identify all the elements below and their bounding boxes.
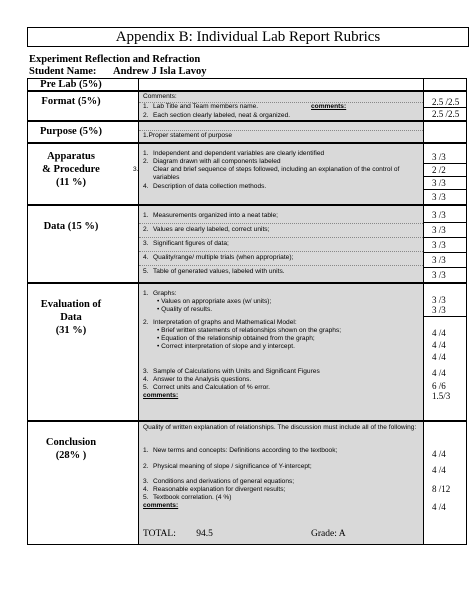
- evaluation-label-line-2: Data: [60, 312, 82, 323]
- section-evaluation: [27, 283, 467, 421]
- score: 3 /3: [432, 270, 446, 280]
- divider: [139, 130, 423, 131]
- purpose-label: Purpose (5%): [28, 122, 115, 142]
- divider: [424, 107, 466, 108]
- format-item-1-text: Lab Title and Team members name.: [153, 103, 259, 110]
- conclusion-label: [28, 422, 115, 544]
- data-gap: [114, 206, 138, 282]
- score: 3 /3: [432, 192, 446, 202]
- score: 4 /4: [432, 352, 446, 362]
- evaluation-item-4: 4. Answer to the Analysis questions.: [143, 376, 252, 383]
- conclusion-gap: [114, 422, 138, 544]
- prelab-gap: [114, 79, 138, 90]
- evaluation-item-2-sub-1: • Brief written statements of relationships shown on the graphs;: [157, 327, 342, 334]
- conclusion-item-4: 4. Reasonable explanation for divergent results;: [143, 486, 286, 493]
- divider: [424, 163, 466, 164]
- format-label: Format (5%): [28, 92, 115, 120]
- score: 3 /3: [432, 305, 446, 315]
- data-criteria: [138, 206, 424, 282]
- prelab-criteria: [138, 79, 424, 90]
- data-label: Data (15 %): [28, 206, 115, 282]
- score: 8 /12: [432, 484, 451, 494]
- evaluation-comments: comments:: [143, 392, 179, 399]
- score: 3 /3: [432, 255, 446, 265]
- section-data: [27, 205, 467, 283]
- section-apparatus: [27, 143, 467, 205]
- score: 4 /4: [432, 368, 446, 378]
- section-conclusion: [27, 421, 467, 545]
- apparatus-label-line-3: (11 %): [55, 177, 87, 188]
- format-item-2-text: Each section clearly labeled, neat & organized.: [153, 112, 291, 119]
- format-comments-header: Comments:: [143, 93, 177, 100]
- conclusion-criteria: [138, 422, 424, 544]
- format-gap: [114, 92, 138, 120]
- evaluation-item-1-sub-2: • Quality of results.: [157, 306, 213, 313]
- prelab-label: Pre Lab (5%): [28, 79, 115, 90]
- evaluation-item-5: 5. Correct units and Calculation of % error.: [143, 384, 270, 391]
- evaluation-gap: [114, 284, 138, 420]
- purpose-scores: [424, 122, 466, 142]
- evaluation-item-3: 3. Sample of Calculations with Units and Significant Figures: [143, 368, 320, 375]
- format-item-1: 1. Lab Title and Team members name. comments:: [143, 103, 347, 110]
- score: 4 /4: [432, 340, 446, 350]
- divider: [139, 265, 423, 266]
- conclusion-item-1: 1. New terms and concepts: Definitions according to the textbook;: [143, 447, 338, 454]
- divider: [139, 251, 423, 252]
- score: 3 /3: [432, 152, 446, 162]
- evaluation-item-1: 1. Graphs:: [143, 290, 177, 297]
- divider: [424, 176, 466, 177]
- format-item-2: 2. Each section clearly labeled, neat & organized.: [143, 112, 291, 119]
- student-line: [29, 66, 206, 77]
- student-name: Andrew J Isla Lavoy: [113, 66, 207, 77]
- apparatus-label: [28, 144, 115, 204]
- apparatus-item-3: 3. Clear and brief sequence of steps followed, including an explanation of the control of variables: [133, 166, 400, 182]
- purpose-gap: [114, 122, 138, 142]
- total-line: [143, 529, 421, 540]
- score: 4 /4: [432, 502, 446, 512]
- purpose-criteria: [138, 122, 424, 142]
- total-label: TOTAL:: [143, 529, 176, 539]
- evaluation-label-line-1: Evaluation of: [40, 299, 102, 310]
- apparatus-item-1: 1. Independent and dependent variables are clearly identified: [143, 150, 325, 157]
- conclusion-item-3: 3. Conditions and derivations of general equations;: [143, 478, 295, 485]
- score: 2 /2: [432, 165, 446, 175]
- divider: [424, 252, 466, 253]
- score: 1.5/3: [432, 391, 451, 401]
- divider: [139, 237, 423, 238]
- apparatus-label-line-2: & Procedure: [42, 164, 100, 175]
- conclusion-comments: comments:: [143, 502, 179, 509]
- evaluation-item-2-sub-3: • Correct interpretation of slope and y intercept.: [157, 343, 295, 350]
- data-item-4: 4. Quality/range/ multiple trials (when appropriate);: [143, 254, 294, 261]
- total-value: 94.5: [196, 529, 213, 539]
- conclusion-scores: [424, 422, 466, 544]
- divider: [424, 316, 466, 317]
- section-purpose: [27, 121, 467, 143]
- divider: [139, 223, 423, 224]
- section-format: [27, 91, 467, 121]
- divider: [424, 222, 466, 223]
- data-item-1: 1. Measurements organized into a neat table;: [143, 212, 278, 219]
- conclusion-item-5: 5. Textbook correlation. (4 %): [143, 494, 232, 501]
- data-item-5: 5. Table of generated values, labeled with units.: [143, 268, 285, 275]
- apparatus-item-4: 4. Description of data collection methods.: [143, 183, 267, 190]
- score: 6 /6: [432, 381, 446, 391]
- score: 3 /3: [432, 240, 446, 250]
- data-item-2: 2. Values are clearly labeled, correct units;: [143, 226, 270, 233]
- evaluation-item-2: 2. Interpretation of graphs and Mathematical Model:: [143, 319, 297, 326]
- page-title: Appendix B: Individual Lab Report Rubrics: [27, 27, 469, 47]
- divider: [424, 267, 466, 268]
- score: 3 /3: [432, 178, 446, 188]
- score: 3 /3: [432, 295, 446, 305]
- evaluation-label-line-3: (31 %): [55, 325, 87, 336]
- evaluation-scores: [424, 284, 466, 420]
- evaluation-item-1-sub-1: • Values on appropriate axes (w/ units);: [157, 298, 272, 305]
- data-item-3: 3. Significant figures of data;: [143, 240, 229, 247]
- format-scores: [424, 92, 466, 120]
- apparatus-criteria: [133, 144, 424, 204]
- format-item-1-comment: comments:: [311, 103, 347, 110]
- divider: [424, 189, 466, 190]
- data-scores: [424, 206, 466, 282]
- apparatus-label-line-1: Apparatus: [47, 151, 95, 162]
- conclusion-label-line-2: (28% ): [55, 450, 87, 461]
- conclusion-item-2: 2. Physical meaning of slope / significance of Y-intercept;: [143, 463, 312, 470]
- score: 4 /4: [432, 328, 446, 338]
- format-criteria: [138, 92, 424, 120]
- conclusion-intro: Quality of written explanation of relationships. The discussion must include all of the following:: [143, 424, 417, 431]
- apparatus-scores: [424, 144, 466, 204]
- grade-label: Grade: A: [311, 529, 346, 539]
- student-label: Student Name:: [29, 66, 97, 77]
- score: 3 /3: [432, 210, 446, 220]
- divider: [424, 237, 466, 238]
- evaluation-label: [28, 284, 115, 420]
- experiment-title: Experiment Reflection and Refraction: [29, 54, 201, 65]
- section-prelab: [27, 78, 467, 91]
- score: 4 /4: [432, 465, 446, 475]
- evaluation-criteria: [138, 284, 424, 420]
- purpose-item-1: 1.Proper statement of purpose: [143, 132, 233, 139]
- prelab-scores: [424, 79, 466, 90]
- apparatus-item-2: 2. Diagram drawn with all components labeled: [143, 158, 281, 165]
- score: 3 /3: [432, 225, 446, 235]
- score: 4 /4: [432, 449, 446, 459]
- conclusion-label-line-1: Conclusion: [45, 437, 97, 448]
- evaluation-item-2-sub-2: • Equation of the relationship obtained from the graph;: [157, 335, 315, 342]
- score: 2.5 /2.5: [432, 97, 460, 107]
- score: 2.5 /2.5: [432, 109, 460, 119]
